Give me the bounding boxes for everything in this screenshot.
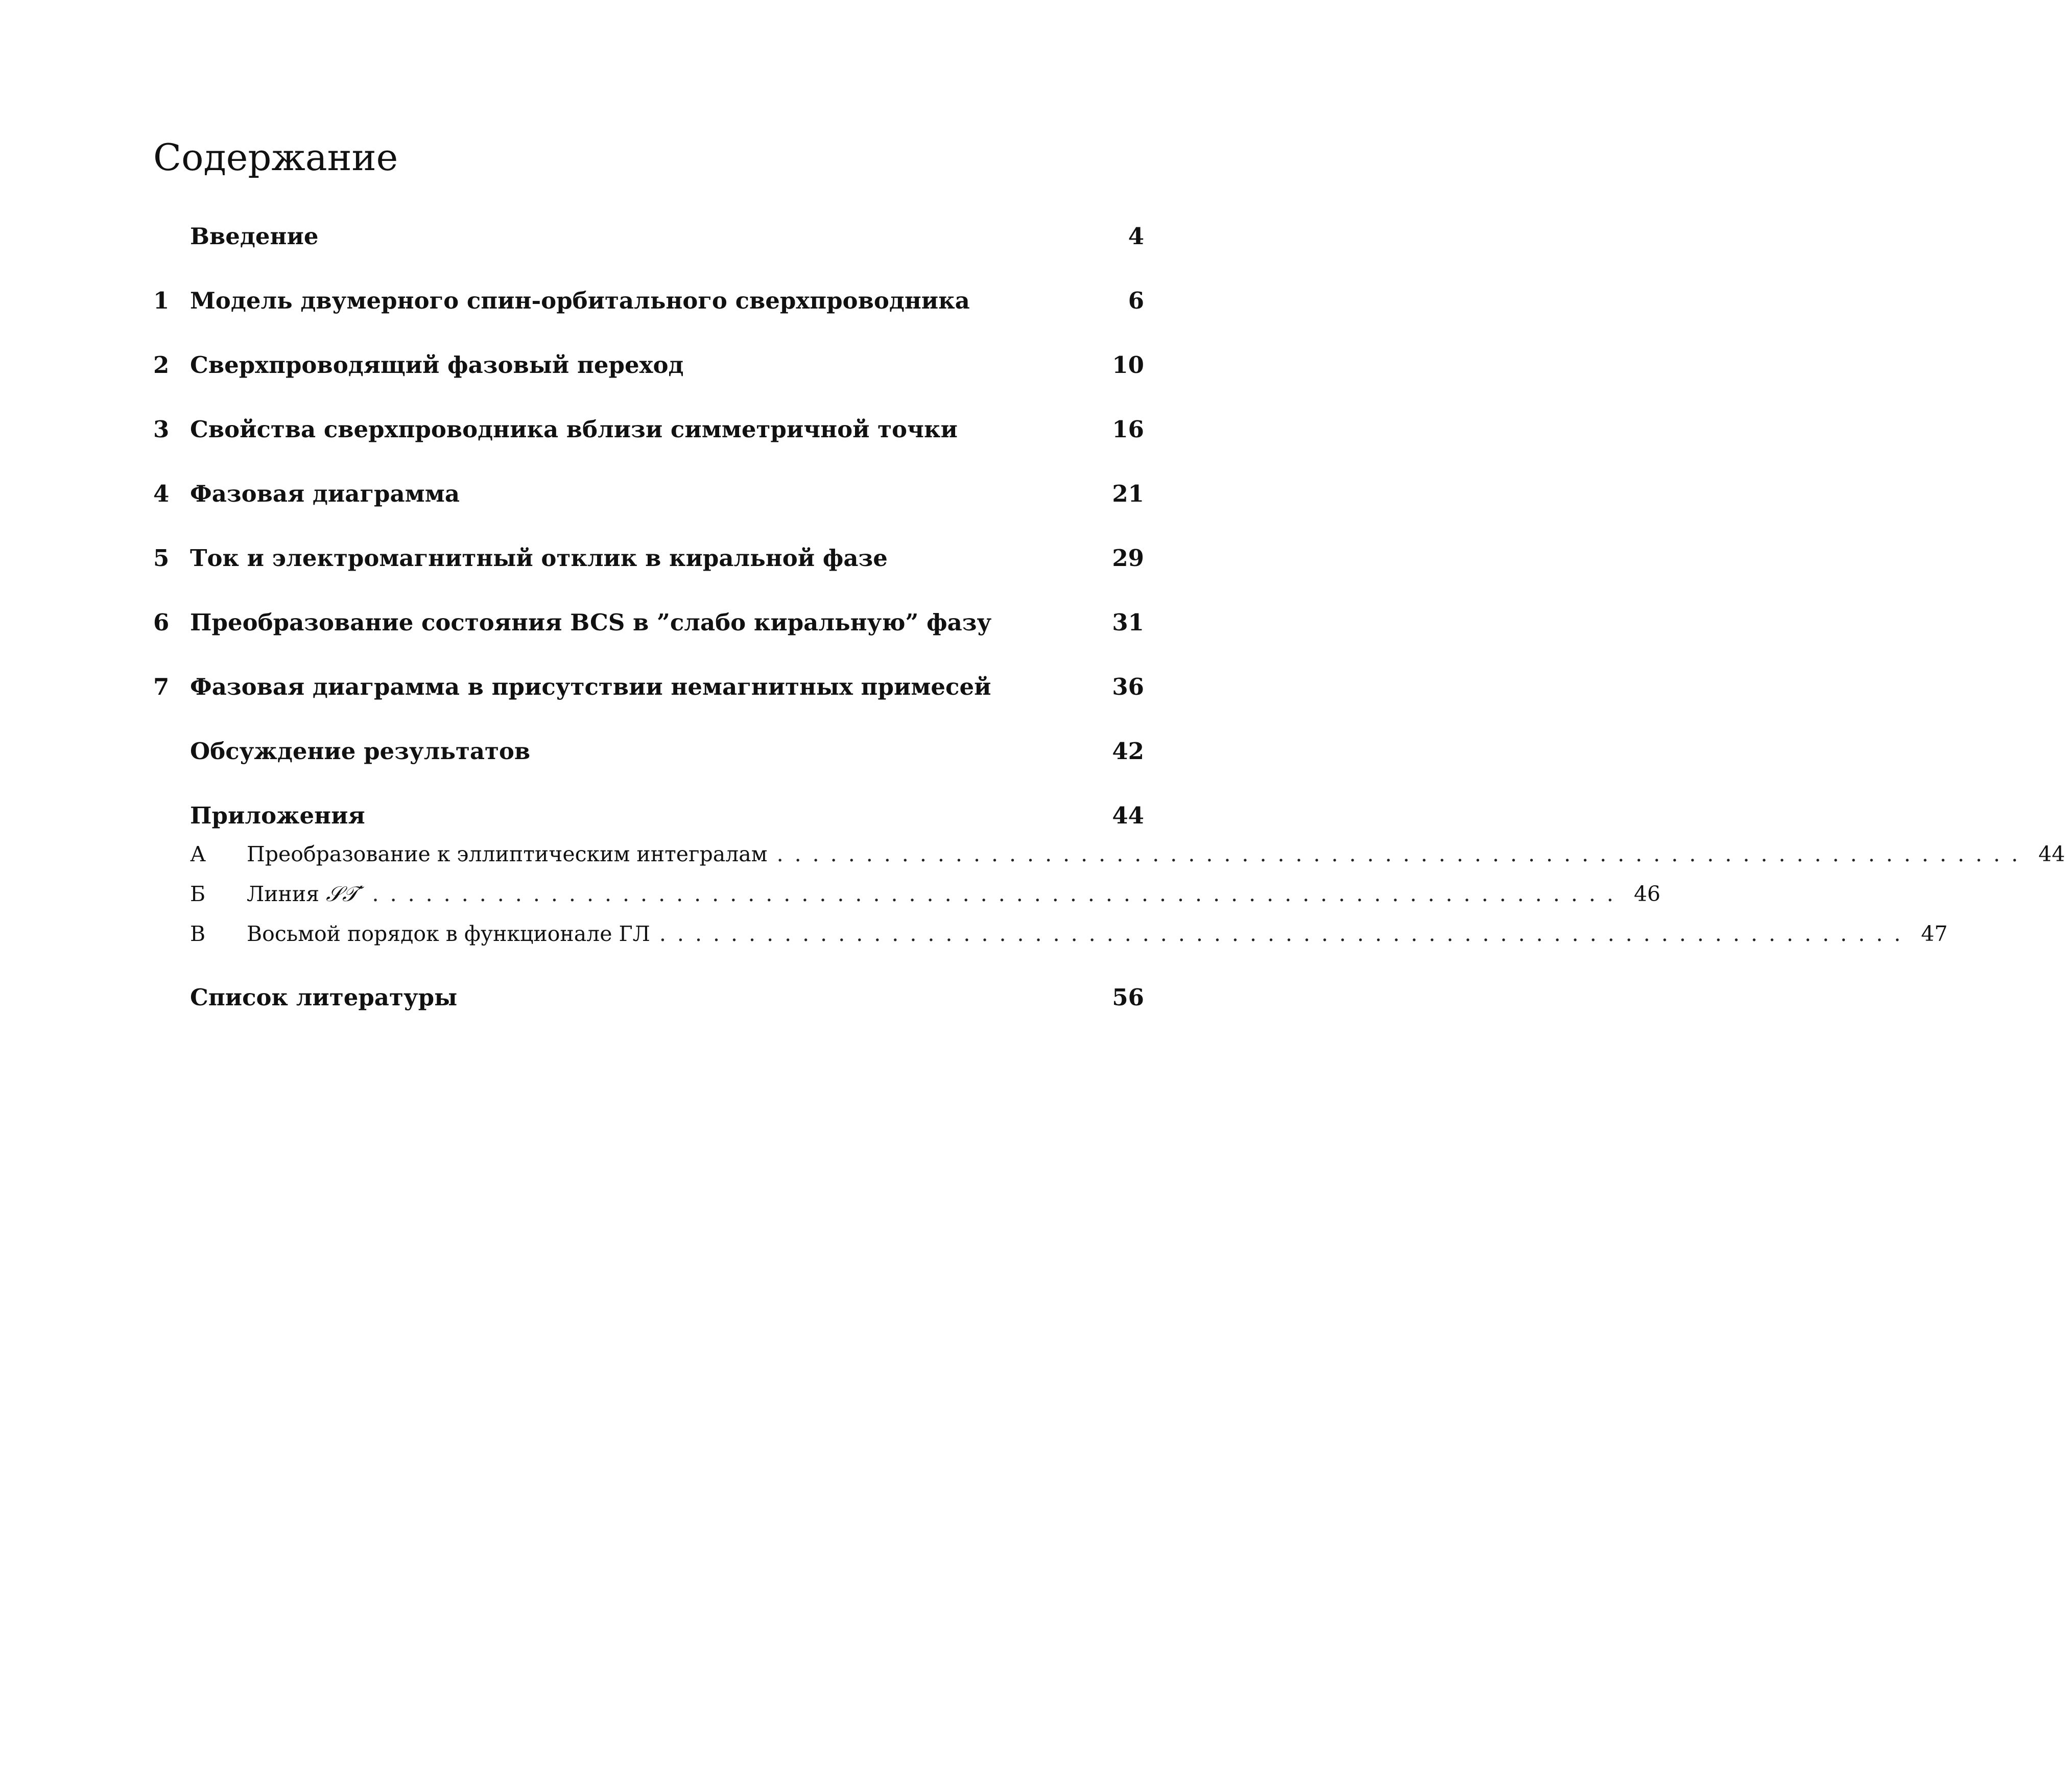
- toc-entry-chapter-3[interactable]: [153, 413, 1144, 445]
- toc-entry-number: 4: [153, 480, 170, 507]
- toc-entry-page: 16: [1112, 415, 1144, 443]
- toc-entry-title: Ток и электромагнитный отклик в киральной фазе: [190, 544, 888, 572]
- toc-appendix-title: Преобразование к эллиптическим интегралам: [247, 841, 768, 866]
- toc-entry-introduction[interactable]: [153, 220, 1144, 252]
- toc-appendix-letter: В: [190, 921, 206, 946]
- toc-entry-appendices[interactable]: [153, 799, 1144, 832]
- toc-appendix-title: Восьмой порядок в функционале ГЛ: [247, 921, 650, 946]
- toc-appendix-math-symbol: 𝒮𝒯′: [326, 881, 363, 906]
- toc-entry-number: 3: [153, 415, 170, 443]
- toc-entry-chapter-4[interactable]: [153, 477, 1144, 510]
- toc-entry-page: 21: [1112, 480, 1144, 507]
- toc-entry-number: 1: [153, 287, 170, 314]
- toc-entry-page: 42: [1112, 737, 1144, 765]
- toc-appendix-title: [247, 881, 363, 906]
- toc-entry-discussion[interactable]: [153, 735, 1144, 767]
- toc-appendix-b[interactable]: [153, 879, 1661, 909]
- toc-dot-leader: ......................................................................: [659, 921, 1912, 946]
- toc-appendix-letter: А: [190, 841, 206, 866]
- toc-entry-title: Модель двумерного спин-орбитального сверхпроводника: [190, 287, 970, 314]
- toc-entry-title: Сверхпроводящий фазовый переход: [190, 351, 684, 379]
- toc-dot-leader: ......................................................................: [372, 881, 1625, 906]
- toc-entry-title: Обсуждение результатов: [190, 737, 531, 765]
- toc-entry-title: Свойства сверхпроводника вблизи симметричной точки: [190, 415, 958, 443]
- toc-appendix-page: 44: [2038, 841, 2065, 866]
- toc-entry-chapter-7[interactable]: [153, 670, 1144, 703]
- toc-entry-number: 5: [153, 544, 170, 572]
- toc-entry-page: 6: [1128, 287, 1144, 314]
- toc-entry-title: Фазовая диаграмма в присутствии немагнитных примесей: [190, 673, 991, 700]
- toc-appendix-title-text: Линия: [247, 881, 326, 906]
- toc-appendix-letter: Б: [190, 881, 206, 906]
- toc-appendix-a[interactable]: [153, 839, 2065, 869]
- toc-heading: Содержание: [153, 136, 398, 179]
- toc-entry-chapter-5[interactable]: [153, 541, 1144, 574]
- toc-entry-page: 4: [1128, 222, 1144, 250]
- toc-entry-title: Список литературы: [190, 983, 458, 1011]
- toc-entry-number: 2: [153, 351, 170, 379]
- toc-entry-page: 29: [1112, 544, 1144, 572]
- toc-appendix-c[interactable]: [153, 918, 1948, 949]
- toc-entry-page: 31: [1112, 608, 1144, 636]
- toc-entry-page: 10: [1112, 351, 1144, 379]
- toc-entry-title: Фазовая диаграмма: [190, 480, 460, 507]
- toc-entry-number: 6: [153, 608, 170, 636]
- toc-entry-page: 44: [1112, 801, 1144, 829]
- toc-entry-chapter-2[interactable]: [153, 348, 1144, 381]
- toc-entry-title: Приложения: [190, 801, 365, 829]
- toc-entry-title: Преобразование состояния BCS в ”слабо киральную” фазу: [190, 608, 992, 636]
- toc-entry-number: 7: [153, 673, 170, 700]
- toc-entry-page: 36: [1112, 673, 1144, 700]
- toc-appendix-page: 47: [1921, 921, 1948, 946]
- toc-entry-chapter-1[interactable]: [153, 284, 1144, 317]
- toc-entry-references[interactable]: [153, 981, 1144, 1013]
- toc-entry-title: Введение: [190, 222, 319, 250]
- toc-dot-leader: ......................................................................: [776, 841, 2029, 866]
- toc-appendix-page: 46: [1633, 881, 1661, 906]
- toc-entry-page: 56: [1112, 983, 1144, 1011]
- toc-entry-chapter-6[interactable]: [153, 606, 1144, 639]
